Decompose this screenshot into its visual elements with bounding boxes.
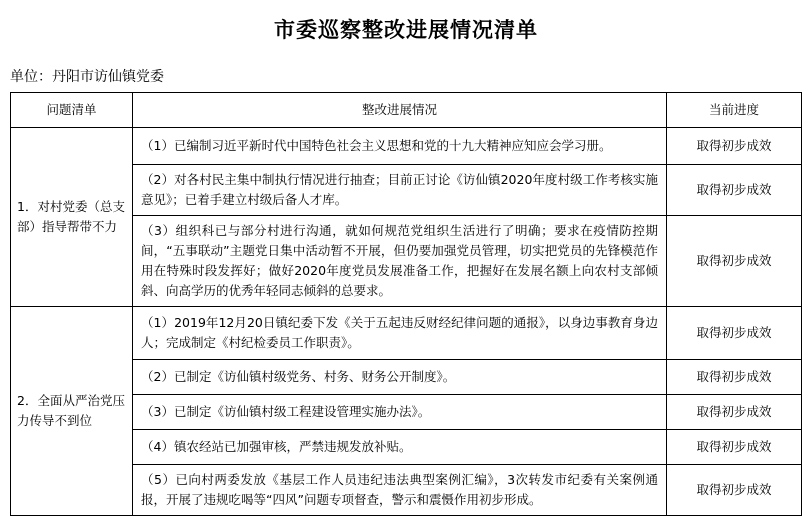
table-row (11, 128, 802, 165)
status-cell: 取得初步成效 (667, 216, 802, 307)
progress-cell: （1）2019年12月20日镇纪委下发《关于五起违反财经纪律问题的通报》，以身边事教育身边人；完成制定《村纪检委员工作职责》。 (133, 307, 667, 360)
status-cell: 取得初步成效 (667, 465, 802, 516)
header-issue: 问题清单 (11, 93, 133, 128)
rectification-table (10, 92, 802, 516)
issue-cell: 2．全面从严治党压力传导不到位 (11, 307, 133, 516)
status-cell: 取得初步成效 (667, 128, 802, 165)
status-cell: 取得初步成效 (667, 165, 802, 216)
status-cell: 取得初步成效 (667, 395, 802, 430)
progress-cell: （4）镇农经站已加强审核，严禁违规发放补贴。 (133, 430, 667, 465)
issue-cell: 1．对村党委（总支部）指导帮带不力 (11, 128, 133, 307)
table-header-row (11, 93, 802, 128)
table-row (11, 307, 802, 360)
progress-cell: （2）已制定《访仙镇村级党务、村务、财务公开制度》。 (133, 360, 667, 395)
progress-cell: （2）对各村民主集中制执行情况进行抽查；目前正讨论《访仙镇2020年度村级工作考核实施意见》；已着手建立村级后备人才库。 (133, 165, 667, 216)
progress-cell: （3）组织科已与部分村进行沟通，就如何规范党组织生活进行了明确；要求在疫情防控期间，“五事联动”主题党日集中活动暂不开展，但仍要加强党员管理，切实把党员的先锋模范作用在特殊时段发挥好；做好2020年度党员发展准备工作，把握好在发展名额上向农村支部倾斜、向高学历的优秀年轻同志倾斜的总要求。 (133, 216, 667, 307)
status-cell: 取得初步成效 (667, 360, 802, 395)
header-status: 当前进度 (667, 93, 802, 128)
progress-cell: （3）已制定《访仙镇村级工程建设管理实施办法》。 (133, 395, 667, 430)
progress-cell: （5）已向村两委发放《基层工作人员违纪违法典型案例汇编》，3次转发市纪委有关案例通报，开展了违规吃喝等“四风”问题专项督查，警示和震慑作用初步形成。 (133, 465, 667, 516)
status-cell: 取得初步成效 (667, 307, 802, 360)
unit-label: 单位：丹阳市访仙镇党委 (10, 69, 164, 85)
progress-cell: （1）已编制习近平新时代中国特色社会主义思想和党的十九大精神应知应会学习册。 (133, 128, 667, 165)
status-cell: 取得初步成效 (667, 430, 802, 465)
page-title: 市委巡察整改进展情况清单 (274, 18, 538, 42)
header-progress: 整改进展情况 (133, 93, 667, 128)
